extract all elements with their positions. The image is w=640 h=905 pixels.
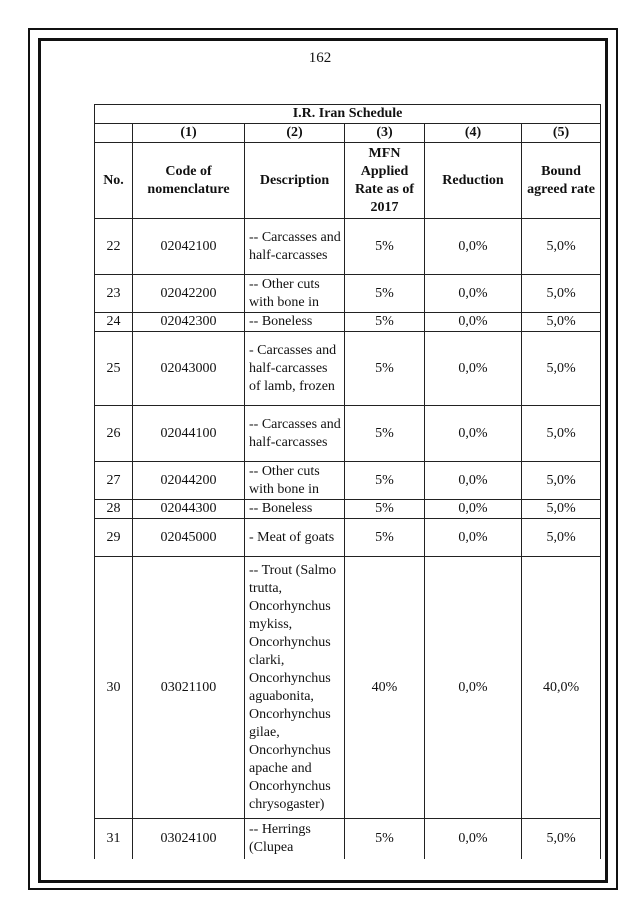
cell-description: -- Carcasses and half-carcasses xyxy=(245,406,345,462)
cell-no: 31 xyxy=(95,819,133,859)
column-number: (1) xyxy=(133,124,245,143)
cell-bound: 5,0% xyxy=(522,219,601,275)
column-number-blank xyxy=(95,124,133,143)
cell-description: -- Carcasses and half-carcasses xyxy=(245,219,345,275)
cell-no: 29 xyxy=(95,519,133,557)
table-title-row xyxy=(95,105,601,124)
cell-bound: 5,0% xyxy=(522,406,601,462)
cell-code: 02043000 xyxy=(133,332,245,406)
cell-no: 28 xyxy=(95,500,133,519)
cell-bound: 5,0% xyxy=(522,332,601,406)
column-number: (5) xyxy=(522,124,601,143)
cell-description: -- Trout (Salmo trutta, Oncorhynchus mykiss, Oncorhynchus clarki, Oncorhynchus aguabonita, Oncorhynchus gilae, Oncorhynchus apache and Oncorhynchus chrysogaster) xyxy=(245,557,345,819)
cell-reduction: 0,0% xyxy=(425,500,522,519)
table-row xyxy=(95,406,601,462)
header-code: Code of nomenclature xyxy=(133,143,245,219)
cell-code: 02044200 xyxy=(133,462,245,500)
table-row xyxy=(95,500,601,519)
cell-description: - Meat of goats xyxy=(245,519,345,557)
table-row xyxy=(95,275,601,313)
cell-reduction: 0,0% xyxy=(425,519,522,557)
cell-description: -- Herrings (Clupea xyxy=(245,819,345,859)
cell-no: 27 xyxy=(95,462,133,500)
table-row xyxy=(95,819,601,859)
cell-description: -- Other cuts with bone in xyxy=(245,462,345,500)
table-title: I.R. Iran Schedule xyxy=(95,105,601,124)
cell-bound: 5,0% xyxy=(522,500,601,519)
cell-code: 02045000 xyxy=(133,519,245,557)
table-row xyxy=(95,519,601,557)
cell-mfn: 5% xyxy=(345,819,425,859)
cell-no: 22 xyxy=(95,219,133,275)
column-number: (3) xyxy=(345,124,425,143)
cell-description: -- Boneless xyxy=(245,313,345,332)
cell-bound: 5,0% xyxy=(522,819,601,859)
cell-no: 30 xyxy=(95,557,133,819)
cell-mfn: 5% xyxy=(345,313,425,332)
cell-reduction: 0,0% xyxy=(425,332,522,406)
table-row xyxy=(95,557,601,819)
table-row xyxy=(95,219,601,275)
cell-code: 02042200 xyxy=(133,275,245,313)
cell-mfn: 5% xyxy=(345,332,425,406)
cell-reduction: 0,0% xyxy=(425,557,522,819)
header-no: No. xyxy=(95,143,133,219)
cell-no: 26 xyxy=(95,406,133,462)
cell-mfn: 5% xyxy=(345,519,425,557)
cell-bound: 5,0% xyxy=(522,462,601,500)
cell-bound: 5,0% xyxy=(522,519,601,557)
cell-mfn: 5% xyxy=(345,219,425,275)
cell-mfn: 5% xyxy=(345,275,425,313)
column-number-row xyxy=(95,124,601,143)
page-number: 162 xyxy=(308,50,332,66)
cell-description: -- Boneless xyxy=(245,500,345,519)
schedule-table xyxy=(94,104,601,859)
header-mfn-rate: MFN Applied Rate as of 2017 xyxy=(345,143,425,219)
table-row xyxy=(95,313,601,332)
cell-description: -- Other cuts with bone in xyxy=(245,275,345,313)
cell-mfn: 40% xyxy=(345,557,425,819)
header-description: Description xyxy=(245,143,345,219)
header-bound-rate: Bound agreed rate xyxy=(522,143,601,219)
cell-no: 23 xyxy=(95,275,133,313)
cell-mfn: 5% xyxy=(345,462,425,500)
header-reduction: Reduction xyxy=(425,143,522,219)
cell-code: 02044100 xyxy=(133,406,245,462)
column-number: (4) xyxy=(425,124,522,143)
table-row xyxy=(95,462,601,500)
cell-code: 02042300 xyxy=(133,313,245,332)
cell-reduction: 0,0% xyxy=(425,406,522,462)
cell-code: 03024100 xyxy=(133,819,245,859)
cell-code: 02044300 xyxy=(133,500,245,519)
cell-reduction: 0,0% xyxy=(425,313,522,332)
cell-mfn: 5% xyxy=(345,406,425,462)
cell-no: 25 xyxy=(95,332,133,406)
cell-no: 24 xyxy=(95,313,133,332)
cell-code: 03021100 xyxy=(133,557,245,819)
cell-description: - Carcasses and half-carcasses of lamb, frozen xyxy=(245,332,345,406)
cell-reduction: 0,0% xyxy=(425,219,522,275)
cell-bound: 5,0% xyxy=(522,313,601,332)
table-row xyxy=(95,332,601,406)
cell-reduction: 0,0% xyxy=(425,462,522,500)
column-number: (2) xyxy=(245,124,345,143)
header-row xyxy=(95,143,601,219)
cell-bound: 5,0% xyxy=(522,275,601,313)
cell-reduction: 0,0% xyxy=(425,275,522,313)
cell-reduction: 0,0% xyxy=(425,819,522,859)
cell-code: 02042100 xyxy=(133,219,245,275)
cell-bound: 40,0% xyxy=(522,557,601,819)
cell-mfn: 5% xyxy=(345,500,425,519)
